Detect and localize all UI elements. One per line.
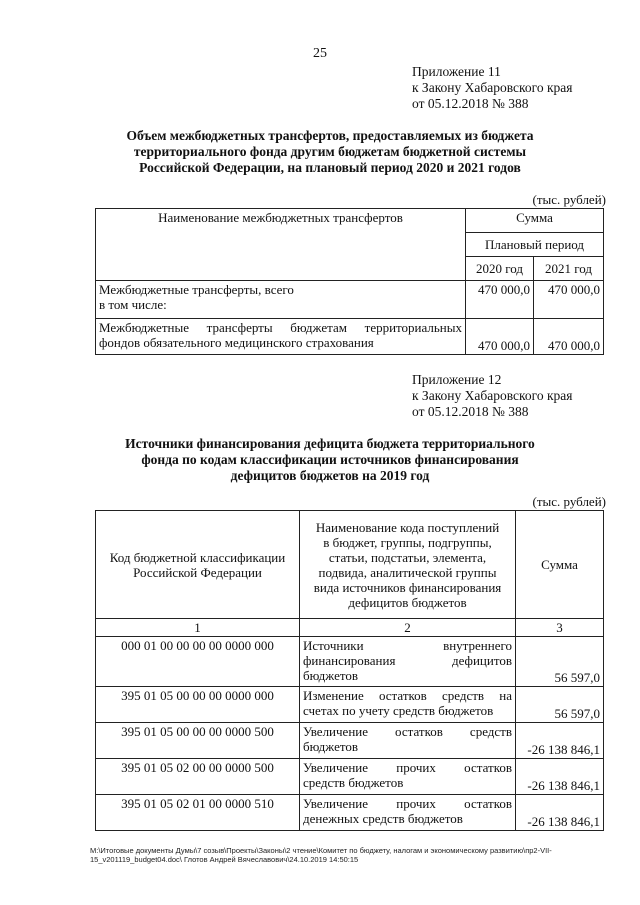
footer-line2: 15_v201119_budget04.doc\ Глотов Андрей Вячеславович\24.10.2019 14:50:15 — [90, 855, 359, 864]
title-11-line3: Российской Федерации, на плановый период 2020 и 2021 годов — [139, 160, 521, 175]
title-11-line2: территориального фонда другим бюджетам бюджетной системы — [133, 144, 527, 159]
appendix-11-header — [412, 64, 573, 112]
title-11 — [100, 128, 560, 176]
table-12-row3-name — [300, 723, 516, 759]
table-12-row4-name-line1: Увеличение прочих остатков — [303, 760, 512, 775]
table-12-header-code — [96, 511, 300, 619]
table-11-row1-name-line2: в том числе: — [99, 297, 167, 312]
table-row — [96, 723, 604, 759]
table-11-header-name: Наименование межбюджетных трансфертов — [96, 209, 466, 281]
table-row — [96, 281, 604, 319]
table-row — [96, 759, 604, 795]
table-12-row1-name — [300, 637, 516, 687]
table-12-header-name-line4: подвида, аналитической группы — [318, 564, 497, 580]
table-12-row2-name-line1: Изменение остатков средств на — [303, 688, 512, 703]
table-12-row1-sum: 56 597,0 — [516, 637, 604, 687]
table-11-header-2021: 2021 год — [534, 257, 604, 281]
table-row — [96, 637, 604, 687]
table-12-row5-name-line2: денежных средств бюджетов — [303, 811, 463, 826]
table-12-row1-name-line3: бюджетов — [303, 668, 359, 683]
page-number: 25 — [313, 46, 327, 61]
table-12-row2-name-line2: счетах по учету средств бюджетов — [303, 703, 494, 718]
table-11-row1-name-line1: Межбюджетные трансферты, всего — [99, 282, 294, 297]
table-12-row3-sum: -26 138 846,1 — [516, 723, 604, 759]
units-11: (тыс. рублей) — [532, 192, 606, 207]
table-12-row4-name-line2: средств бюджетов — [303, 775, 404, 790]
table-11 — [95, 208, 604, 355]
table-12-header-name-line6: дефицитов бюджетов — [348, 594, 467, 610]
footer-line1: M:\Итоговые документы Думы\7 созыв\Проекты\Законы\2 чтение\Комитет по бюджету, налогам и экономическому развитию\пр2-VII- — [90, 846, 552, 855]
table-12 — [95, 510, 604, 831]
table-12-row5-code: 395 01 05 02 01 00 0000 510 — [96, 795, 300, 831]
table-11-row2-name — [96, 319, 466, 355]
table-12-row4-sum: -26 138 846,1 — [516, 759, 604, 795]
table-12-header-name-line5: вида источников финансирования — [313, 579, 502, 595]
title-12-line2: фонда по кодам классификации источников финансирования — [141, 452, 519, 467]
title-11-line1: Объем межбюджетных трансфертов, предоставляемых из бюджета — [126, 128, 534, 143]
table-12-header-sum: Сумма — [516, 511, 604, 619]
table-11-header-period: Плановый период — [466, 233, 604, 257]
table-12-colnum-1: 1 — [96, 619, 300, 637]
table-12-row5-name-line1: Увеличение прочих остатков — [303, 796, 512, 811]
table-12-header-name-line2: в бюджет, группы, подгруппы, — [323, 534, 492, 550]
title-12-line3: дефицитов бюджетов на 2019 год — [230, 468, 430, 483]
table-12-header-name-line1: Наименование кода поступлений — [315, 519, 500, 535]
table-12-row2-sum: 56 597,0 — [516, 687, 604, 723]
table-11-row1-2021: 470 000,0 — [534, 281, 604, 319]
file-path-footer — [90, 846, 610, 864]
table-row — [96, 795, 604, 831]
table-12-row4-name — [300, 759, 516, 795]
table-12-row4-code: 395 01 05 02 00 00 0000 500 — [96, 759, 300, 795]
table-12-colnum-2: 2 — [300, 619, 516, 637]
table-12-row1-code: 000 01 00 00 00 00 0000 000 — [96, 637, 300, 687]
table-12-row5-name — [300, 795, 516, 831]
table-12-row1-name-line2: финансирования дефицитов — [303, 653, 512, 668]
appendix-11-line2: к Закону Хабаровского края — [412, 80, 573, 95]
table-12-header-name — [300, 511, 516, 619]
table-row — [96, 687, 604, 723]
table-12-header-code-line1: Код бюджетной классификации — [109, 549, 286, 565]
appendix-12-line1: Приложение 12 — [412, 372, 502, 387]
table-12-row1-name-line1: Источники внутреннего — [303, 638, 512, 653]
table-11-header-sum: Сумма — [466, 209, 604, 233]
appendix-12-header — [412, 372, 573, 420]
table-11-header-2020: 2020 год — [466, 257, 534, 281]
table-11-row2-2021: 470 000,0 — [534, 319, 604, 355]
units-12: (тыс. рублей) — [532, 494, 606, 509]
table-12-row3-code: 395 01 05 00 00 00 0000 500 — [96, 723, 300, 759]
appendix-11-line3: от 05.12.2018 № 388 — [412, 96, 529, 111]
title-12 — [100, 436, 560, 484]
table-12-colnum-3: 3 — [516, 619, 604, 637]
table-12-row2-code: 395 01 05 00 00 00 0000 000 — [96, 687, 300, 723]
table-12-header-code-line2: Российской Федерации — [133, 564, 262, 580]
appendix-11-line1: Приложение 11 — [412, 64, 501, 79]
title-12-line1: Источники финансирования дефицита бюджета территориального — [125, 436, 535, 451]
table-11-row2-name-line2: фондов обязательного медицинского страхования — [99, 335, 374, 350]
table-11-row2-2020: 470 000,0 — [466, 319, 534, 355]
table-12-header-name-line3: статьи, подстатьи, элемента, — [328, 549, 487, 565]
appendix-12-line2: к Закону Хабаровского края — [412, 388, 573, 403]
table-11-row1-name — [96, 281, 466, 319]
table-12-row2-name — [300, 687, 516, 723]
table-row — [96, 319, 604, 355]
table-12-row3-name-line2: бюджетов — [303, 739, 359, 754]
table-12-row5-sum: -26 138 846,1 — [516, 795, 604, 831]
table-11-row1-2020: 470 000,0 — [466, 281, 534, 319]
table-12-row3-name-line1: Увеличение остатков средств — [303, 724, 512, 739]
table-11-row2-name-line1: Межбюджетные трансферты бюджетам территориальных — [99, 320, 462, 335]
appendix-12-line3: от 05.12.2018 № 388 — [412, 404, 529, 419]
